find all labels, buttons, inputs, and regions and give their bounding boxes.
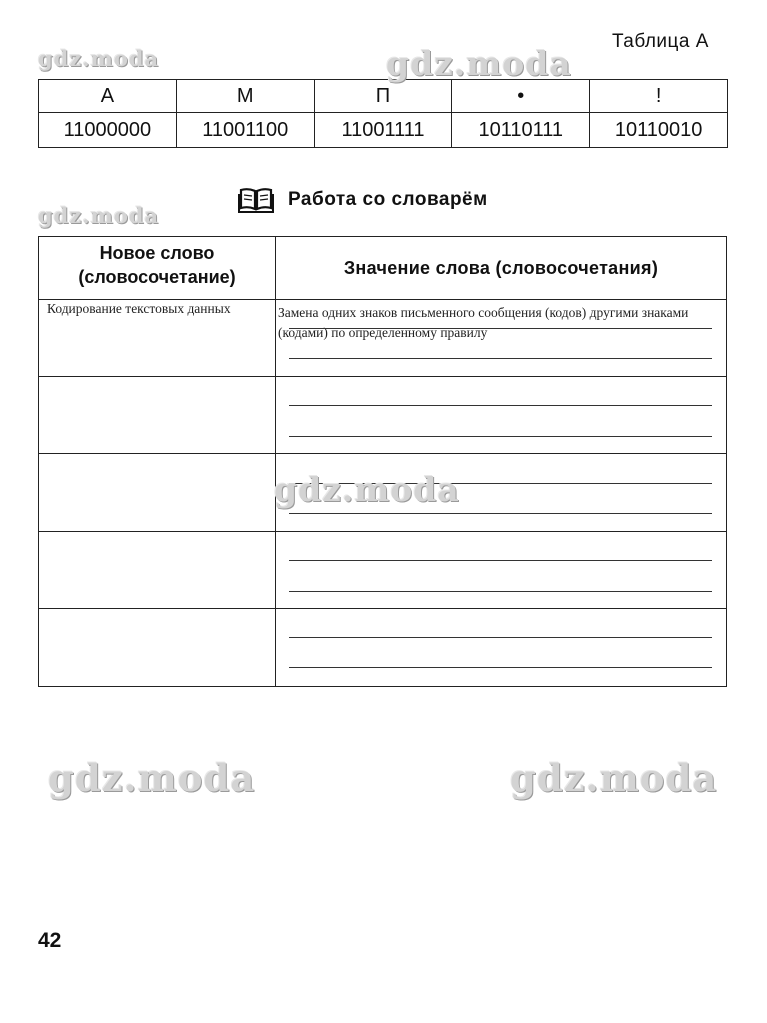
- row-divider: [39, 376, 726, 377]
- column-divider: [275, 237, 276, 686]
- watermark: gdz.moda: [386, 44, 572, 83]
- writing-line: [289, 591, 712, 592]
- header-term-text: Новое слово (словосочетание): [78, 243, 236, 287]
- watermark: gdz.moda: [48, 756, 256, 800]
- section-heading: [238, 186, 488, 214]
- vocab-term: Кодирование текстовых данных: [47, 301, 231, 316]
- code-cell: 11000000: [39, 113, 177, 148]
- encoding-table: [38, 79, 728, 148]
- writing-line: [289, 358, 712, 359]
- table-caption: Таблица А: [612, 31, 709, 52]
- section-title: Работа со словарём: [288, 189, 488, 210]
- writing-line: [289, 637, 712, 638]
- watermark: gdz.moda: [38, 203, 160, 228]
- code-cell: 11001111: [314, 113, 452, 148]
- writing-line: [289, 560, 712, 561]
- code-row: [39, 113, 728, 148]
- writing-line: [289, 513, 712, 514]
- watermark: gdz.moda: [274, 470, 460, 509]
- writing-line: [289, 328, 712, 329]
- writing-line: [289, 405, 712, 406]
- char-cell: !: [590, 80, 728, 113]
- page-number: 42: [38, 929, 62, 952]
- book-icon: [238, 186, 274, 214]
- writing-line: [289, 436, 712, 437]
- char-cell: М: [176, 80, 314, 113]
- watermark: gdz.moda: [510, 756, 718, 800]
- vocabulary-table: [38, 236, 727, 687]
- header-meaning: Значение слова (словосочетания): [343, 258, 659, 278]
- row-divider: [39, 453, 726, 454]
- row-divider: [39, 608, 726, 609]
- writing-line: [289, 667, 712, 668]
- watermark: gdz.moda: [38, 46, 160, 71]
- row-divider: [39, 531, 726, 532]
- char-row: [39, 80, 728, 113]
- char-cell: П: [314, 80, 452, 113]
- code-cell: 10110010: [590, 113, 728, 148]
- char-cell: •: [452, 80, 590, 113]
- code-cell: 11001100: [176, 113, 314, 148]
- code-cell: 10110111: [452, 113, 590, 148]
- vocab-meaning: Замена одних знаков письменного сообщения (кодов) другими знаками (кодами) по определенному правилу: [278, 305, 689, 340]
- char-cell: А: [39, 80, 177, 113]
- header-term: [39, 241, 275, 289]
